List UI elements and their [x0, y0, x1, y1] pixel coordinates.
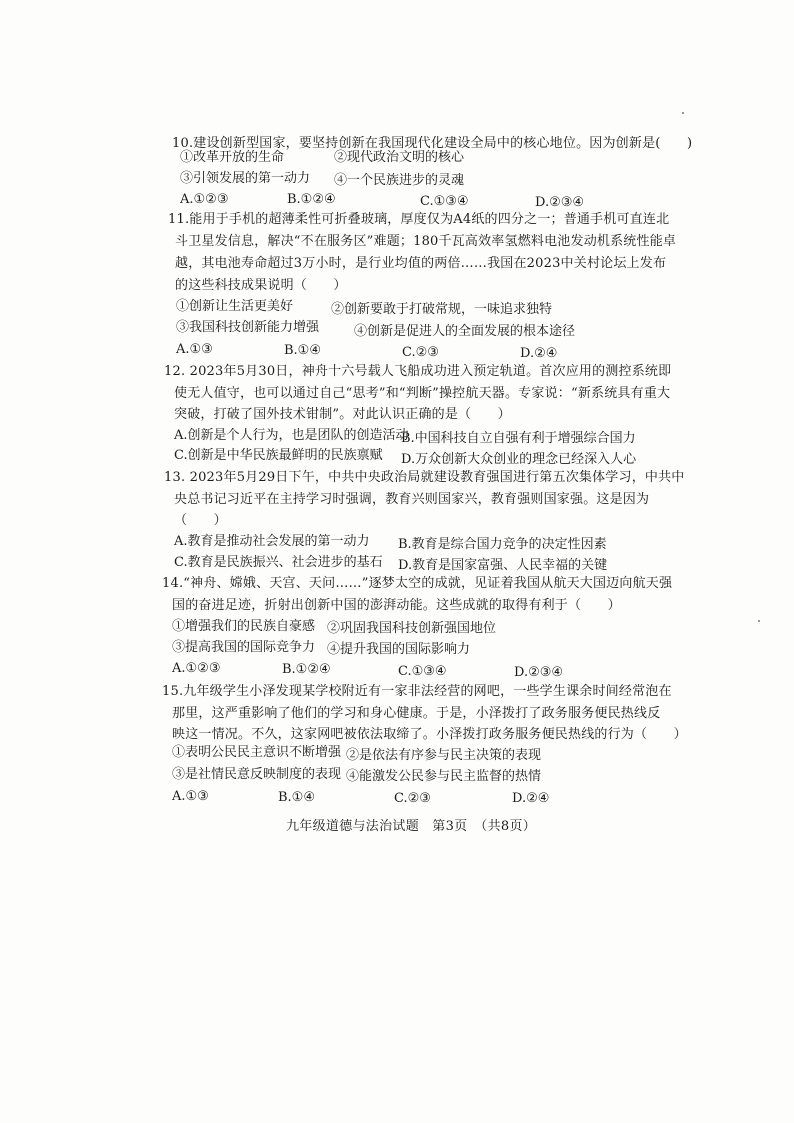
q13-option-c: C.教育是民族振兴、社会进步的基石	[174, 555, 383, 570]
q11-choice-c: C.②③	[402, 345, 439, 360]
scan-speck	[758, 620, 760, 622]
q14-choice-c: C.①③④	[398, 664, 447, 679]
q11-stem-line-3: 越，其电池寿命超过3万小时，是行业均值的两倍……我国在2023中关村论坛上发布	[175, 256, 667, 271]
q10-item-2: ②现代政治文明的核心	[334, 150, 465, 165]
q15-item-3: ③是社情民意反映制度的表现	[172, 767, 342, 782]
q11-choice-d: D.②④	[520, 346, 558, 361]
q15-item-1: ①表明公民民主意识不断增强	[172, 745, 342, 760]
q14-item-1: ①增强我们的民族自豪感	[172, 619, 316, 634]
q12-stem-line-2: 使无人值守，也可以通过自己“思考”和“判断”操控航天器。专家说：“新系统具有重大	[174, 386, 671, 401]
q14-item-3: ③提高我国的国际竞争力	[172, 640, 316, 655]
q13-option-d: D.教育是国家富强、人民幸福的关键	[398, 558, 608, 573]
q11-stem-line-1: 11.能用于手机的超薄柔性可折叠玻璃，厚度仅为A4纸的四分之一；普通手机可直连北	[168, 212, 670, 227]
scan-speck	[682, 112, 684, 114]
q10-choice-a: A.①②③	[180, 192, 229, 207]
q14-stem-line-2: 国的奋进足迹，折射出创新中国的澎湃动能。这些成就的取得有利于（ ）	[172, 598, 621, 613]
q13-option-a: A.教育是推动社会发展的第一动力	[174, 534, 370, 549]
q10-item-1: ①改革开放的生命	[180, 150, 285, 165]
q15-item-4: ④能激发公民参与民主监督的热情	[346, 769, 542, 784]
q12-option-d: D.万众创新大众创业的理念已经深入人心	[401, 452, 637, 467]
q14-item-4: ④提升我国的国际影响力	[327, 642, 471, 657]
q15-stem-line-2: 那里，这严重影响了他们的学习和身心健康。于是，小泽拨打了政务服务便民热线反	[172, 706, 661, 721]
q10-choice-c: C.①③④	[420, 194, 469, 209]
q11-stem-line-2: 斗卫星发信息，解决“不在服务区”难题；180千瓦高效率氢燃料电池发动机系统性能卓	[175, 234, 677, 249]
q15-stem-line-1: 15.九年级学生小泽发现某学校附近有一家非法经营的网吧，一些学生课余时间经常泡在	[162, 684, 672, 699]
q10-stem-line-1: 10.建设创新型国家，要坚持创新在我国现代化建设全局中的核心地位。因为创新是( )	[172, 136, 693, 151]
q10-choice-d: D.②③④	[535, 195, 585, 210]
q15-item-2: ②是依法有序参与民主决策的表现	[346, 748, 542, 763]
q12-stem-line-1: 12. 2023年5月30日，神舟十六号载人飞船成功进入预定轨道。首次应用的测控系统即	[164, 364, 672, 379]
q15-stem-line-3: 映这一情况。不久，这家网吧被依法取缔了。小泽拨打政务服务便民热线的行为（ ）	[172, 727, 687, 742]
q15-choice-b: B.①④	[278, 790, 315, 805]
q11-item-2: ②创新要敢于打破常规，一味追求独特	[331, 302, 553, 317]
q14-choice-b: B.①②④	[282, 662, 331, 677]
q14-stem-line-1: 14.“神舟、嫦娥、天宫、天问……”逐梦太空的成就，见证着我国从航天大国迈向航天强	[162, 576, 673, 591]
q11-choice-b: B.①④	[284, 343, 321, 358]
q10-choice-b: B.①②④	[287, 192, 336, 207]
q11-item-3: ③我国科技创新能力增强	[176, 320, 320, 335]
q13-stem-line-2: 央总书记习近平在主持学习时强调，教育兴则国家兴，教育强则国家强。这是因为	[174, 492, 650, 507]
q14-choice-a: A.①②③	[172, 661, 221, 676]
q13-stem-line-1: 13. 2023年5月29日下午，中共中央政治局就建设教育强国进行第五次集体学习，中共中	[164, 470, 685, 485]
q14-item-2: ②巩固我国科技创新强国地位	[327, 621, 497, 636]
q11-item-1: ①创新让生活更美好	[176, 299, 294, 314]
q11-stem-line-4: 的这些科技成果说明（ ）	[175, 278, 347, 293]
q15-choice-a: A.①③	[172, 789, 209, 804]
page-footer: 九年级道德与法治试题 第3页 （共8页）	[286, 819, 537, 834]
q13-option-b: B.教育是综合国力竞争的决定性因素	[398, 537, 607, 552]
q12-option-a: A.创新是个人行为，也是团队的创造活动	[174, 428, 409, 443]
q15-choice-c: C.②③	[394, 791, 431, 806]
q14-choice-d: D.②③④	[514, 665, 564, 680]
q12-option-b: B.中国科技自立自强有利于增强综合国力	[401, 431, 636, 446]
q11-item-4: ④创新是促进人的全面发展的根本途径	[354, 324, 576, 339]
q10-item-4: ④一个民族进步的灵魂	[334, 173, 465, 188]
q10-item-3: ③引领发展的第一动力	[180, 171, 311, 186]
q12-option-c: C.创新是中华民族最鲜明的民族禀赋	[174, 448, 383, 463]
q13-stem-line-3: （ ）	[174, 513, 227, 528]
q12-stem-line-3: 突破，打破了国外技术钳制”。对此认识正确的是（ ）	[174, 407, 511, 422]
q15-choice-d: D.②④	[512, 791, 550, 806]
q11-choice-a: A.①③	[176, 342, 213, 357]
